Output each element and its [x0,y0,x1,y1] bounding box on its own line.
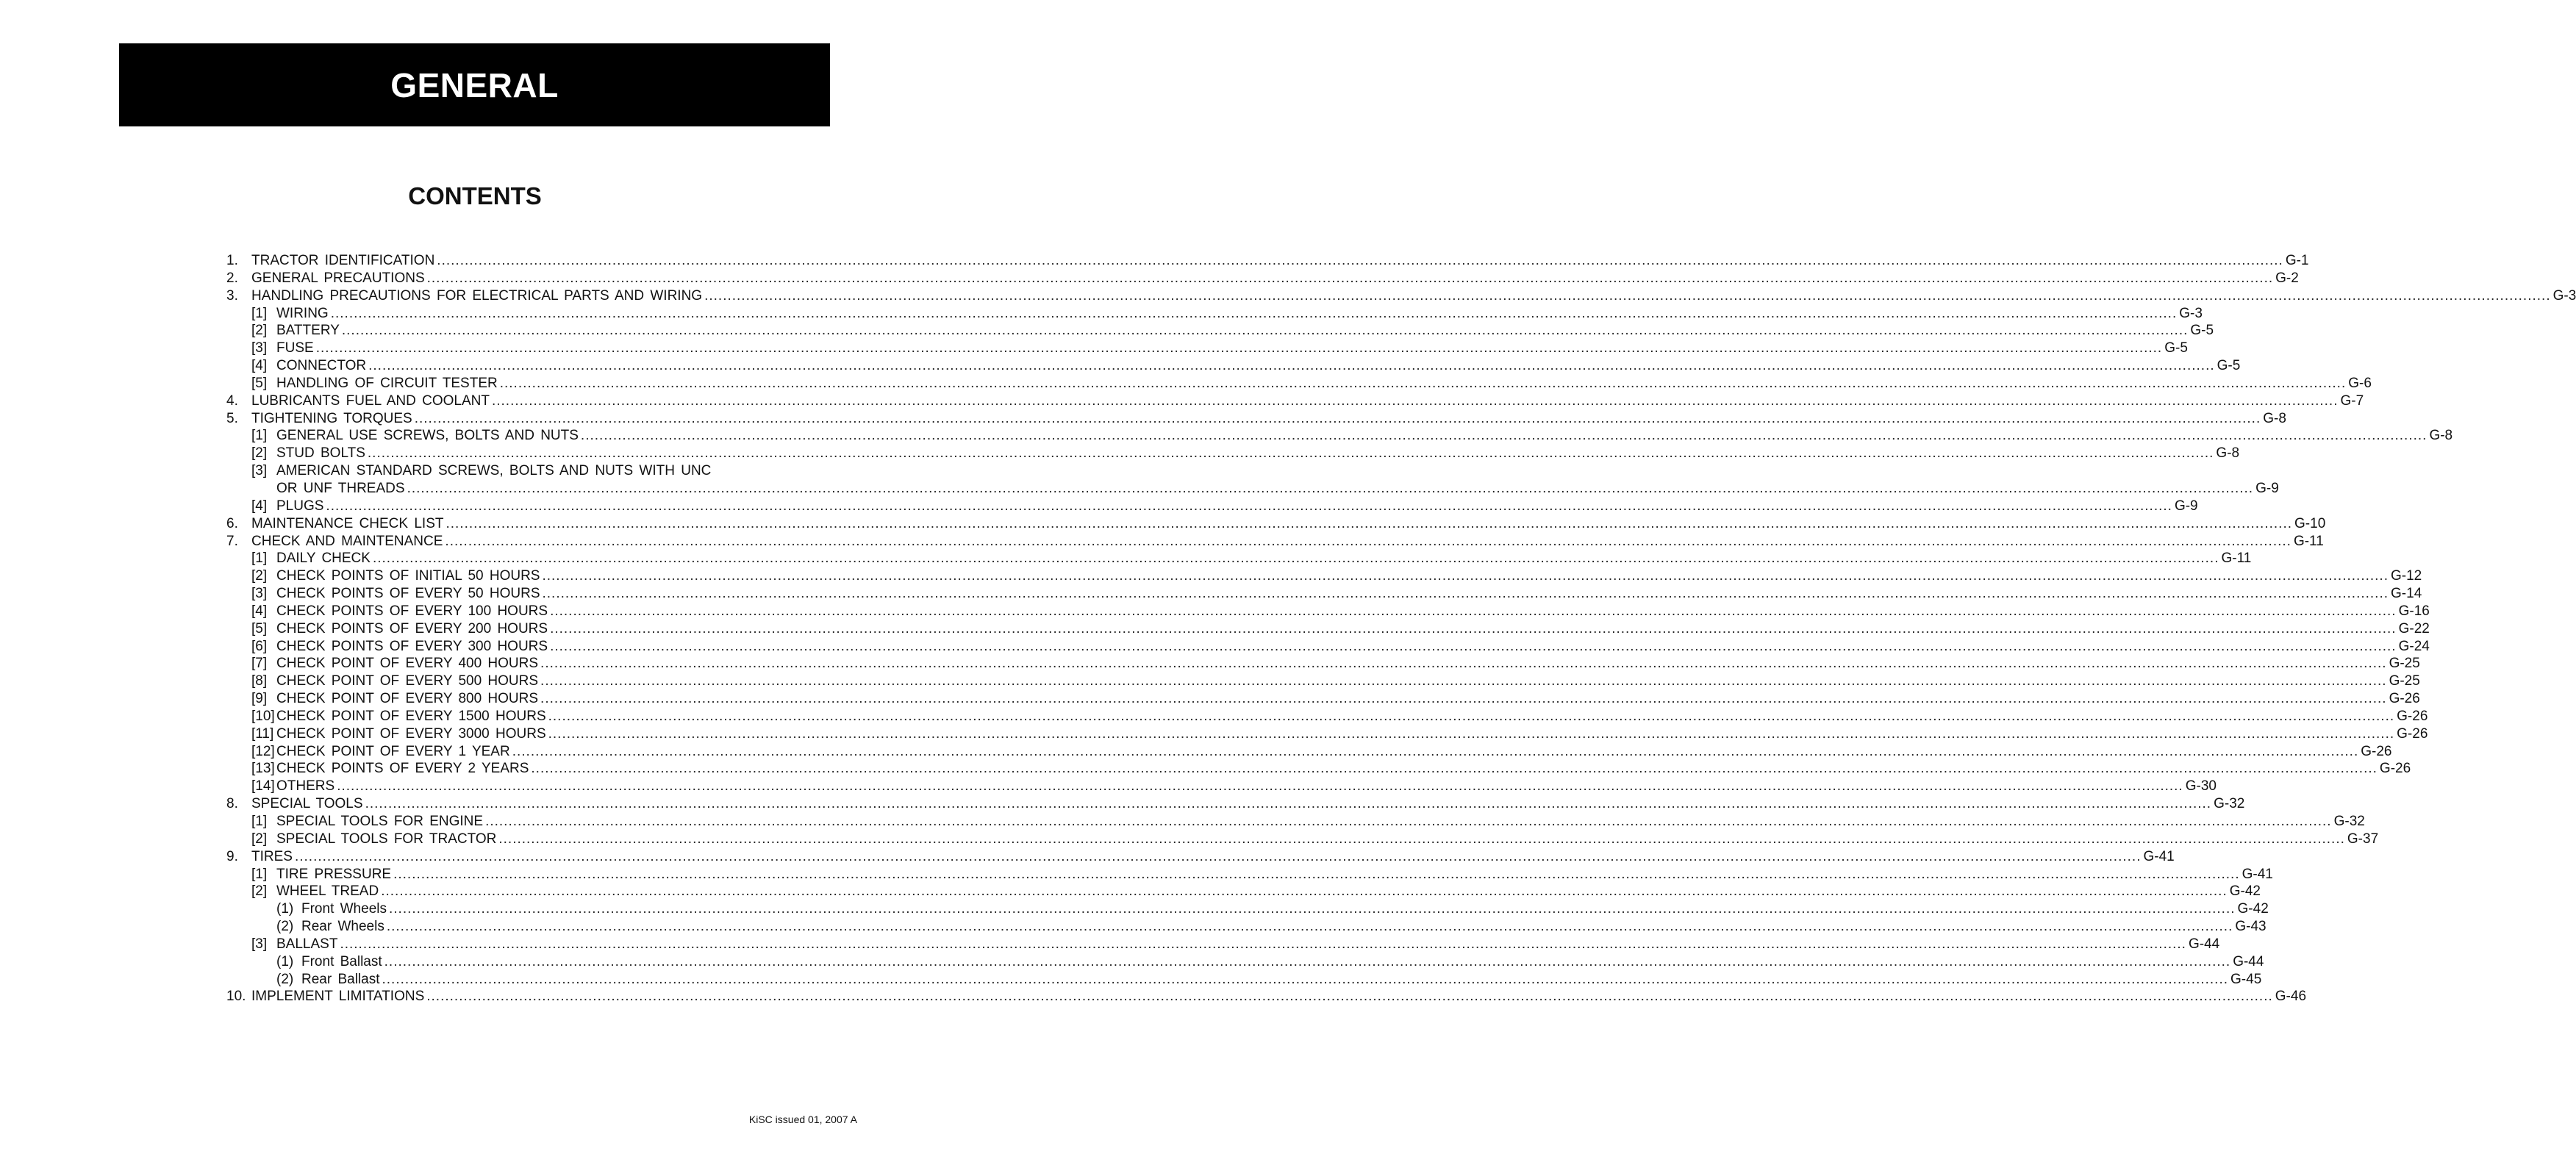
toc-dot-leader: ................................................................................................................................................................................................................................................................................................................................................................................................................ [315,340,2163,356]
toc-entry-title: CHECK POINTS OF EVERY 100 HOURS [276,603,548,619]
toc-dot-leader: ................................................................................................................................................................................................................................................................................................................................................................................................................ [498,831,2345,847]
toc-entry-title: WIRING [276,305,329,321]
toc-entry-number: [10] [251,708,275,724]
toc-entry-page: G-26 [2397,708,2428,724]
toc-entry [226,743,2392,761]
toc-entry-page: G-3 [2179,305,2203,321]
toc-entry-page: G-45 [2230,971,2262,987]
toc-entry-title: TIRES [251,848,293,864]
toc-dot-leader: ................................................................................................................................................................................................................................................................................................................................................................................................................ [384,953,2231,969]
toc-entry [226,550,2252,567]
toc-entry-title: SPECIAL TOOLS [251,796,363,812]
toc-dot-leader: ................................................................................................................................................................................................................................................................................................................................................................................................................ [548,725,2395,742]
toc-dot-leader: ................................................................................................................................................................................................................................................................................................................................................................................................................ [531,761,2378,777]
toc-entry [226,708,2428,725]
toc-entry-title: HANDLING OF CIRCUIT TESTER [276,375,498,391]
toc-dot-leader: ................................................................................................................................................................................................................................................................................................................................................................................................................ [294,848,2142,864]
toc-entry-number: [4] [251,358,268,374]
toc-entry-number: [8] [251,673,268,689]
toc-entry [226,375,2372,392]
toc-dot-leader: ................................................................................................................................................................................................................................................................................................................................................................................................................ [540,673,2387,689]
toc-entry-page: G-32 [2333,814,2365,829]
toc-entry [226,795,2245,813]
toc-entry [226,445,2240,462]
toc-entry-page: G-42 [2237,901,2269,917]
toc-entry-page: G-32 [2214,796,2245,812]
toc-entry [226,498,2198,515]
toc-entry [226,953,2264,971]
toc-entry [226,673,2420,690]
toc-entry-number: [12] [251,743,275,759]
toc-entry-title: CHECK POINT OF EVERY 3000 HOURS [276,725,546,742]
toc-dot-leader: ................................................................................................................................................................................................................................................................................................................................................................................................................ [550,620,2397,637]
toc-dot-leader: ................................................................................................................................................................................................................................................................................................................................................................................................................ [548,708,2395,724]
toc-dot-leader: ................................................................................................................................................................................................................................................................................................................................................................................................................ [445,533,2291,549]
toc-entry-page: G-26 [2389,691,2420,707]
toc-entry [226,305,2203,323]
toc-dot-leader: ................................................................................................................................................................................................................................................................................................................................................................................................................ [326,498,2172,514]
toc-entry-page: G-10 [2294,515,2326,531]
toc-dot-leader: ................................................................................................................................................................................................................................................................................................................................................................................................................ [337,778,2183,795]
toc-entry-title: CHECK AND MAINTENANCE [251,533,443,549]
toc-dot-leader: ................................................................................................................................................................................................................................................................................................................................................................................................................ [437,253,2283,268]
toc-entry [226,831,2379,848]
toc-entry-page: G-25 [2389,673,2420,689]
toc-entry-number: 7. [226,533,238,549]
toc-entry-title: CHECK POINT OF EVERY 400 HOURS [276,656,539,672]
toc-entry [226,866,2273,883]
toc-entry-number: [6] [251,638,268,654]
toc-dot-leader: ................................................................................................................................................................................................................................................................................................................................................................................................................ [446,515,2293,531]
toc-dot-leader: ................................................................................................................................................................................................................................................................................................................................................................................................................ [426,270,2274,286]
toc-entry-title: CHECK POINTS OF EVERY 50 HOURS [276,586,540,602]
toc-entry-number: 10. [226,989,246,1005]
toc-entry-page: G-26 [2361,743,2392,759]
toc-entry-page: G-9 [2255,480,2279,496]
section-title: GENERAL [390,65,559,104]
toc-dot-leader: ................................................................................................................................................................................................................................................................................................................................................................................................................ [365,796,2212,812]
toc-entry-page: G-8 [2263,410,2286,426]
toc-entry-title: GENERAL USE SCREWS, BOLTS AND NUTS [276,428,579,444]
toc-entry-number: [13] [251,761,275,777]
toc-entry [226,585,2422,603]
toc-entry-title: CHECK POINT OF EVERY 500 HOURS [276,673,539,689]
toc-entry-page: G-8 [2216,445,2240,462]
toc-entry-page: G-1 [2285,253,2309,268]
toc-entry [226,340,2188,357]
toc-entry [226,690,2420,708]
toc-entry-number: (1) [276,901,294,917]
toc-dot-leader: ................................................................................................................................................................................................................................................................................................................................................................................................................ [341,323,2189,339]
toc-entry-page: G-8 [2429,428,2453,444]
toc-entry-number: [5] [251,375,268,391]
toc-entry-title: FUSE [276,340,314,356]
toc-entry-number: [2] [251,568,268,584]
toc-dot-leader: ................................................................................................................................................................................................................................................................................................................................................................................................................ [499,375,2347,391]
toc-entry [226,638,2430,656]
toc-entry-page: G-30 [2185,778,2217,795]
toc-entry-number: 5. [226,410,238,426]
toc-entry-title: CHECK POINTS OF EVERY 300 HOURS [276,638,548,654]
toc-entry-number: [4] [251,498,268,514]
toc-entry-title: CHECK POINTS OF EVERY 2 YEARS [276,761,529,777]
toc-entry-number: [1] [251,866,268,882]
toc-entry [226,567,2422,585]
toc-entry [226,357,2241,375]
toc-entry-number: [11] [251,725,274,742]
toc-dot-leader: ................................................................................................................................................................................................................................................................................................................................................................................................................ [407,480,2254,496]
toc-entry-number: 6. [226,515,238,531]
toc-entry [226,427,2453,445]
toc-dot-leader: ................................................................................................................................................................................................................................................................................................................................................................................................................ [393,866,2240,882]
toc-entry-title: CHECK POINTS OF INITIAL 50 HOURS [276,568,540,584]
toc-entry-number: [2] [251,445,268,462]
toc-entry-title: CHECK POINT OF EVERY 1 YEAR [276,743,510,759]
toc-entry [226,603,2430,620]
toc-entry [226,971,2262,989]
toc-entry-page: G-16 [2398,603,2430,619]
toc-entry-title: BALLAST [276,936,338,952]
toc-entry-title: AMERICAN STANDARD SCREWS, BOLTS AND NUTS WITH UNC [276,463,712,479]
toc-entry-number: 9. [226,848,238,864]
toc-entry [226,813,2365,831]
toc-entry-title: TRACTOR IDENTIFICATION [251,253,435,268]
toc-entry-number: 2. [226,270,238,286]
toc-entry-page: G-6 [2348,375,2372,391]
toc-entry [226,918,2266,936]
toc-entry-title: HANDLING PRECAUTIONS FOR ELECTRICAL PARTS AND WIRING [251,287,703,304]
toc-dot-leader: ................................................................................................................................................................................................................................................................................................................................................................................................................ [382,971,2229,987]
toc-entry-title: CHECK POINT OF EVERY 800 HOURS [276,691,539,707]
toc-entry [226,900,2269,918]
toc-entry-page: G-22 [2398,620,2430,637]
toc-entry [226,620,2430,638]
toc-entry-number: (1) [276,953,294,969]
toc-entry-title: IMPLEMENT LIMITATIONS [251,989,425,1005]
toc-entry-number: [1] [251,305,268,321]
toc-entry [226,988,2307,1005]
section-banner [119,43,830,126]
toc-entry-number: (2) [276,919,294,935]
toc-entry-page: G-43 [2235,919,2266,935]
toc-entry-title: TIRE PRESSURE [276,866,392,882]
toc-entry-number: 4. [226,392,238,409]
toc-entry-page: G-11 [2293,533,2324,549]
toc-entry [226,252,2309,270]
toc-entry [226,655,2420,673]
table-of-contents [226,252,2576,1005]
toc-entry [226,515,2326,533]
toc-entry-title: Front Wheels [301,901,387,917]
footer-issue-note: KiSC issued 01, 2007 A [748,1114,857,1125]
toc-entry-page: G-12 [2391,568,2422,584]
toc-entry-number: [5] [251,620,268,637]
toc-entry-number: [3] [251,586,268,602]
toc-dot-leader: ................................................................................................................................................................................................................................................................................................................................................................................................................ [330,305,2178,321]
toc-dot-leader: ................................................................................................................................................................................................................................................................................................................................................................................................................ [491,392,2339,409]
toc-dot-leader: ................................................................................................................................................................................................................................................................................................................................................................................................................ [414,410,2261,426]
toc-entry [226,883,2261,900]
toc-dot-leader: ................................................................................................................................................................................................................................................................................................................................................................................................................ [540,656,2387,672]
toc-entry-number: [2] [251,323,268,339]
toc-entry-page: G-44 [2233,953,2264,969]
toc-entry-continuation [226,480,2279,498]
toc-entry-number: [2] [251,883,268,900]
toc-dot-leader: ................................................................................................................................................................................................................................................................................................................................................................................................................ [580,428,2427,444]
toc-entry-page: G-24 [2398,638,2430,654]
toc-dot-leader: ................................................................................................................................................................................................................................................................................................................................................................................................................ [340,936,2186,952]
toc-dot-leader: ................................................................................................................................................................................................................................................................................................................................................................................................................ [550,638,2397,654]
toc-entry-number: [2] [251,831,268,847]
toc-entry-title: WHEEL TREAD [276,883,379,900]
toc-entry-page: G-5 [2217,358,2241,374]
toc-entry-title: MAINTENANCE CHECK LIST [251,515,444,531]
toc-entry-page: G-25 [2389,656,2420,672]
toc-entry-title: BATTERY [276,323,340,339]
toc-entry-title: SPECIAL TOOLS FOR TRACTOR [276,831,497,847]
toc-entry-title: DAILY CHECK [276,551,371,567]
toc-entry [226,462,771,480]
toc-entry-title: TIGHTENING TORQUES [251,410,412,426]
toc-entry-title: STUD BOLTS [276,445,365,462]
toc-entry-title: OTHERS [276,778,335,795]
toc-entry-number: (2) [276,971,294,987]
toc-entry [226,392,2364,410]
toc-entry-page: G-7 [2340,392,2364,409]
toc-entry-number: [14] [251,778,275,795]
toc-entry-number: 3. [226,287,238,304]
toc-entry [226,936,2220,953]
toc-entry-number: [3] [251,463,268,479]
toc-entry-number: 1. [226,253,238,268]
toc-dot-leader: ................................................................................................................................................................................................................................................................................................................................................................................................................ [542,568,2389,584]
toc-entry-page: G-41 [2143,848,2175,864]
toc-entry-title: Rear Ballast [301,971,380,987]
toc-dot-leader: ................................................................................................................................................................................................................................................................................................................................................................................................................ [704,287,2551,304]
toc-entry-title: Front Ballast [301,953,382,969]
toc-entry-number: [9] [251,691,268,707]
toc-entry-number: [3] [251,936,268,952]
toc-entry-number: [1] [251,428,268,444]
toc-entry [226,322,2214,340]
toc-entry-title: CHECK POINT OF EVERY 1500 HOURS [276,708,546,724]
toc-entry-title: CONNECTOR [276,358,367,374]
toc-entry [226,533,2324,551]
toc-dot-leader: ................................................................................................................................................................................................................................................................................................................................................................................................................ [367,445,2214,462]
toc-entry-page: G-3 [2552,287,2576,304]
toc-dot-leader: ................................................................................................................................................................................................................................................................................................................................................................................................................ [485,814,2332,829]
toc-entry-page: G-26 [2379,761,2411,777]
toc-entry-page: G-42 [2229,883,2261,900]
toc-entry-page: G-37 [2347,831,2379,847]
toc-entry-number: 8. [226,796,238,812]
toc-dot-leader: ................................................................................................................................................................................................................................................................................................................................................................................................................ [381,883,2228,900]
toc-dot-leader: ................................................................................................................................................................................................................................................................................................................................................................................................................ [426,989,2273,1005]
toc-entry-page: G-9 [2174,498,2198,514]
toc-entry [226,760,2411,778]
toc-dot-leader: ................................................................................................................................................................................................................................................................................................................................................................................................................ [372,551,2219,567]
toc-entry-number: [1] [251,814,268,829]
toc-entry-page: G-46 [2275,989,2307,1005]
toc-entry [226,848,2175,866]
toc-entry-number: [7] [251,656,268,672]
toc-entry-number: [1] [251,551,268,567]
toc-entry [226,778,2217,795]
toc-dot-leader: ................................................................................................................................................................................................................................................................................................................................................................................................................ [368,358,2215,374]
toc-entry-page: G-5 [2164,340,2188,356]
toc-entry-page: G-5 [2190,323,2214,339]
toc-dot-leader: ................................................................................................................................................................................................................................................................................................................................................................................................................ [540,691,2387,707]
toc-entry-page: G-14 [2391,586,2422,602]
toc-entry [226,725,2428,743]
toc-dot-leader: ................................................................................................................................................................................................................................................................................................................................................................................................................ [386,919,2233,935]
toc-dot-leader: ................................................................................................................................................................................................................................................................................................................................................................................................................ [512,743,2359,759]
toc-entry-page: G-44 [2188,936,2220,952]
toc-entry [226,287,2576,305]
toc-entry-page: G-2 [2275,270,2299,286]
contents-heading: CONTENTS [408,182,542,209]
toc-entry-title: CHECK POINTS OF EVERY 200 HOURS [276,620,548,637]
toc-dot-leader: ................................................................................................................................................................................................................................................................................................................................................................................................................ [542,586,2389,602]
toc-entry-number: [4] [251,603,268,619]
toc-entry-title: OR UNF THREADS [276,480,405,496]
toc-dot-leader: ................................................................................................................................................................................................................................................................................................................................................................................................................ [550,603,2397,619]
toc-entry-title: GENERAL PRECAUTIONS [251,270,425,286]
toc-entry-page: G-41 [2242,866,2273,882]
toc-entry-title: PLUGS [276,498,324,514]
toc-entry-number: [3] [251,340,268,356]
toc-entry-page: G-11 [2221,551,2252,567]
toc-entry-page: G-26 [2397,725,2428,742]
toc-entry-title: SPECIAL TOOLS FOR ENGINE [276,814,484,829]
toc-entry-title: Rear Wheels [301,919,384,935]
toc-entry-title: LUBRICANTS FUEL AND COOLANT [251,392,490,409]
toc-dot-leader: ................................................................................................................................................................................................................................................................................................................................................................................................................ [388,901,2236,917]
toc-entry [226,270,2299,287]
toc-entry [226,410,2286,428]
